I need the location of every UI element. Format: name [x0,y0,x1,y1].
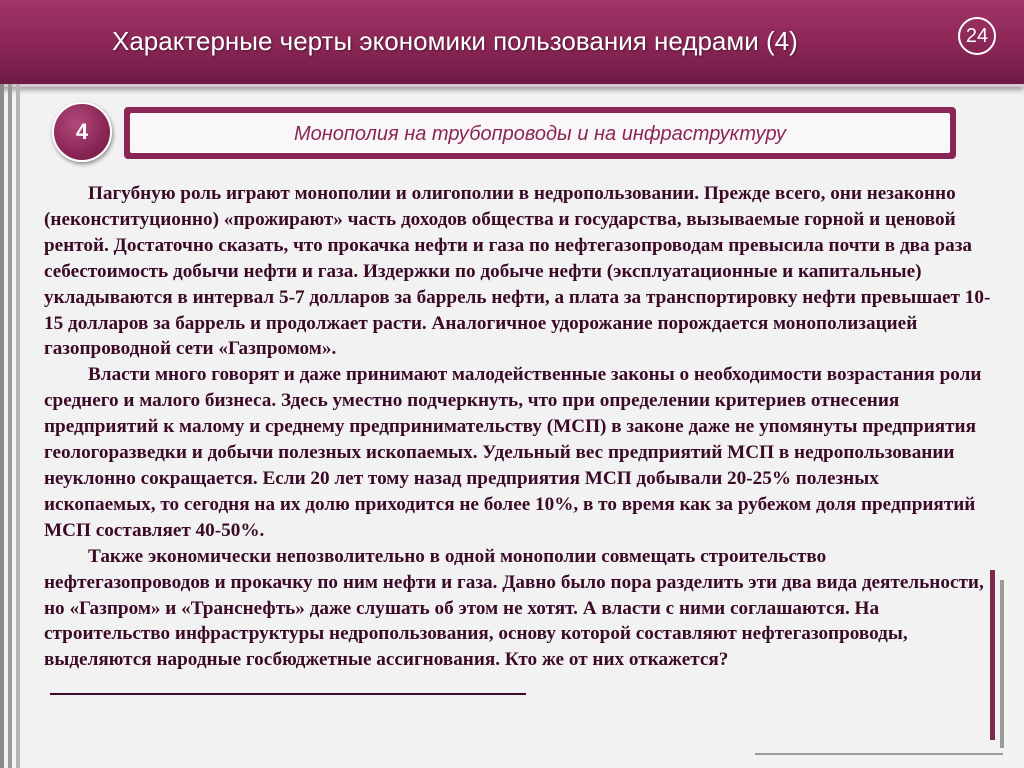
title-bar [0,0,1024,87]
paragraph-text: Также экономически непозволительно в одной монополии совмещать строительство нефтегазопроводов и прокачку по ним нефти и газа. Давно было пора разделить эти два вида деятельности, но «Газпром» и «Транснефть» даже слушать об этом не хотят. А власти с ними соглашаются. На строительство инфраструктуры недропользования, основу которой составляют нефтегазопроводы, выделяются народные госбюджетные ассигнования. Кто же от них откажется? [44,545,984,671]
section-number-badge: 4 [52,102,112,162]
paragraph: Пагубную роль играют монополии и олигополии в недропользовании. Прежде всего, они незаконно (неконституционно) «прожирают» часть доходов общества и государства, вызываемые горной и ценовой рентой. Достаточно сказать, что прокачка нефти и газа по нефтегазопроводам превысила почти в два раза себестоимость добычи нефти и газа. Издержки по добыче нефти (эксплуатационные и капитальные) укладываются в интервал 5-7 долларов за баррель нефти, а плата за транспортировку нефти превышает 10-15 долларов за баррель и продолжает расти. Аналогичное удорожание порождается монополизацией газопроводной сети «Газпромом». [44,183,991,360]
right-decorative-bar-secondary [1000,580,1004,748]
left-decorative-bars [0,84,28,768]
bottom-divider [755,753,1003,755]
body-text [44,181,992,703]
topic-heading-box [124,107,956,159]
paragraph [44,544,992,703]
topic-heading: Монополия на трубопроводы и на инфраструктуру [130,113,950,153]
answer-blank-line [50,673,526,695]
slide-title: Характерные черты экономики пользования недрами (4) [112,26,798,56]
page-number: 24 [958,17,996,55]
paragraph: Власти много говорят и даже принимают малодейственные законы о необходимости возрастания роли среднего и малого бизнеса. Здесь уместно подчеркнуть, что при определении критериев отнесения предприятий к малому и среднему предпринимательству (МСП) в законе даже не упомянуты предприятия геологоразведки и добычи полезных ископаемых. Удельный вес предприятий МСП в недропользовании неуклонно сокращается. Если 20 лет тому назад предприятия МСП добывали 20-25% полезных ископаемых, то сегодня на их долю приходится не более 10%, в то время как за рубежом доля предприятий МСП составляет 40-50%. [44,364,982,541]
